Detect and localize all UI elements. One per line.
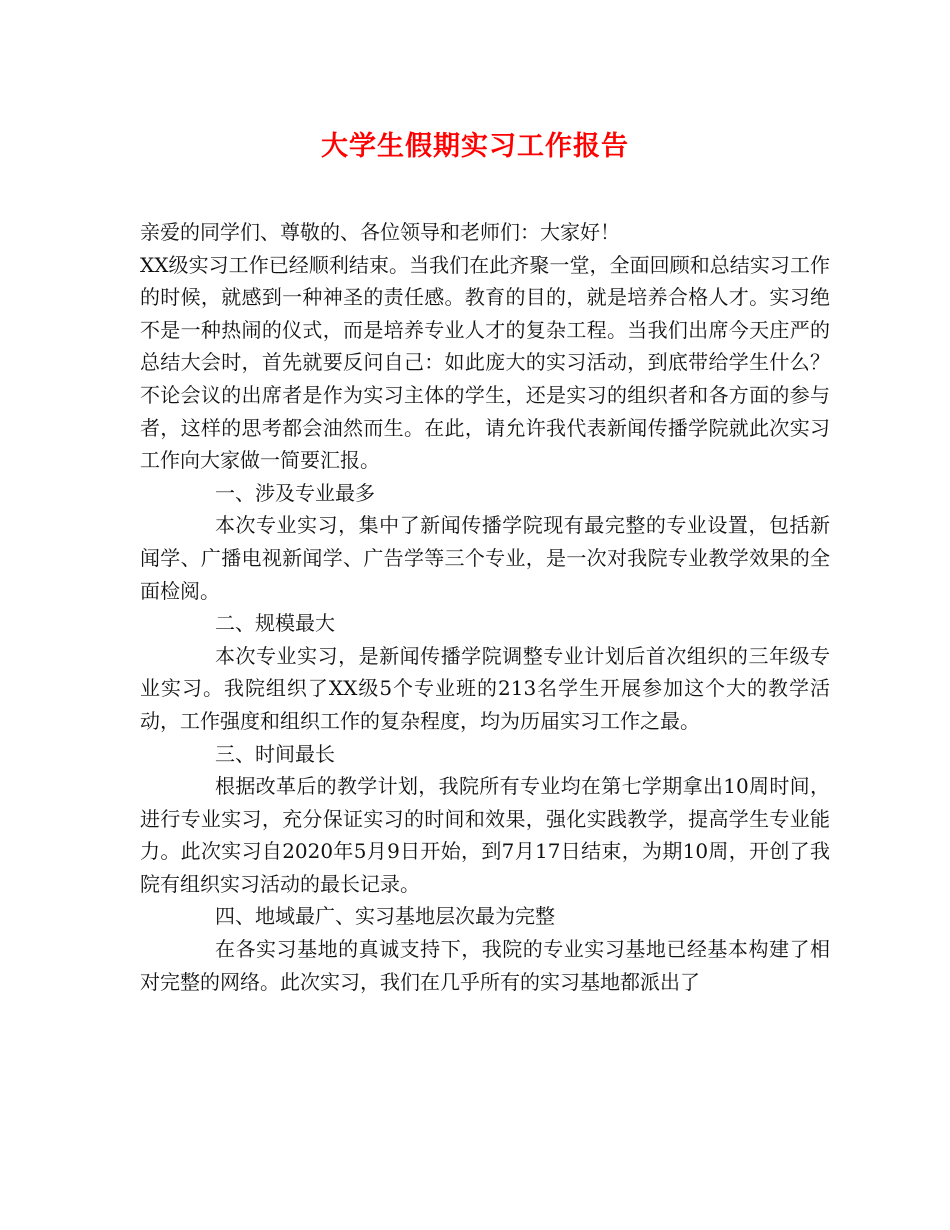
intro-paragraph: XX级实习工作已经顺利结束。当我们在此齐聚一堂，全面回顾和总结实习工作的时候，就感到一种神圣的责任感。教育的目的，就是培养合格人才。实习绝不是一种热闹的仪式，而是培养专业人才的复杂工程。当我们出席今天庄严的总结大会时，首先就要反问自己：如此庞大的实习活动，到底带给学生什么？不论会议的出席者是作为实习主体的学生，还是实习的组织者和各方面的参与者，这样的思考都会油然而生。在此，请允许我代表新闻传播学院就此次实习工作向大家做一简要汇报。	[140, 252, 830, 473]
section-paragraph-4: 在各实习基地的真诚支持下，我院的专业实习基地已经基本构建了相对完整的网络。此次实习，我们在几乎所有的实习基地都派出了	[140, 937, 830, 994]
section-heading-3: 三、时间最长	[215, 741, 335, 766]
greeting-paragraph: 亲爱的同学们、尊敬的、各位领导和老师们：大家好！	[140, 220, 620, 244]
section-heading-1: 一、涉及专业最多	[215, 480, 375, 505]
section-heading-4: 四、地域最广、实习基地层次最为完整	[215, 904, 555, 929]
document-title: 大学生假期实习工作报告	[321, 131, 629, 162]
section-paragraph-1: 本次专业实习，集中了新闻传播学院现有最完整的专业设置，包括新闻学、广播电视新闻学、广告学等三个专业，是一次对我院专业教学效果的全面检阅。	[140, 513, 830, 603]
document-body	[140, 216, 830, 998]
section-paragraph-3: 根据改革后的教学计划，我院所有专业均在第七学期拿出10周时间，进行专业实习，充分保证实习的时间和效果，强化实践教学，提高学生专业能力。此次实习自2020年5月9日开始，到7月17日结束，为期10周，开创了我院有组织实习活动的最长记录。	[140, 774, 830, 896]
section-heading-2: 二、规模最大	[215, 611, 335, 636]
section-paragraph-2: 本次专业实习，是新闻传播学院调整专业计划后首次组织的三年级专业实习。我院组织了XX级5个专业班的213名学生开展参加这个大的教学活动，工作强度和组织工作的复杂程度，均为历届实习工作之最。	[140, 643, 830, 733]
